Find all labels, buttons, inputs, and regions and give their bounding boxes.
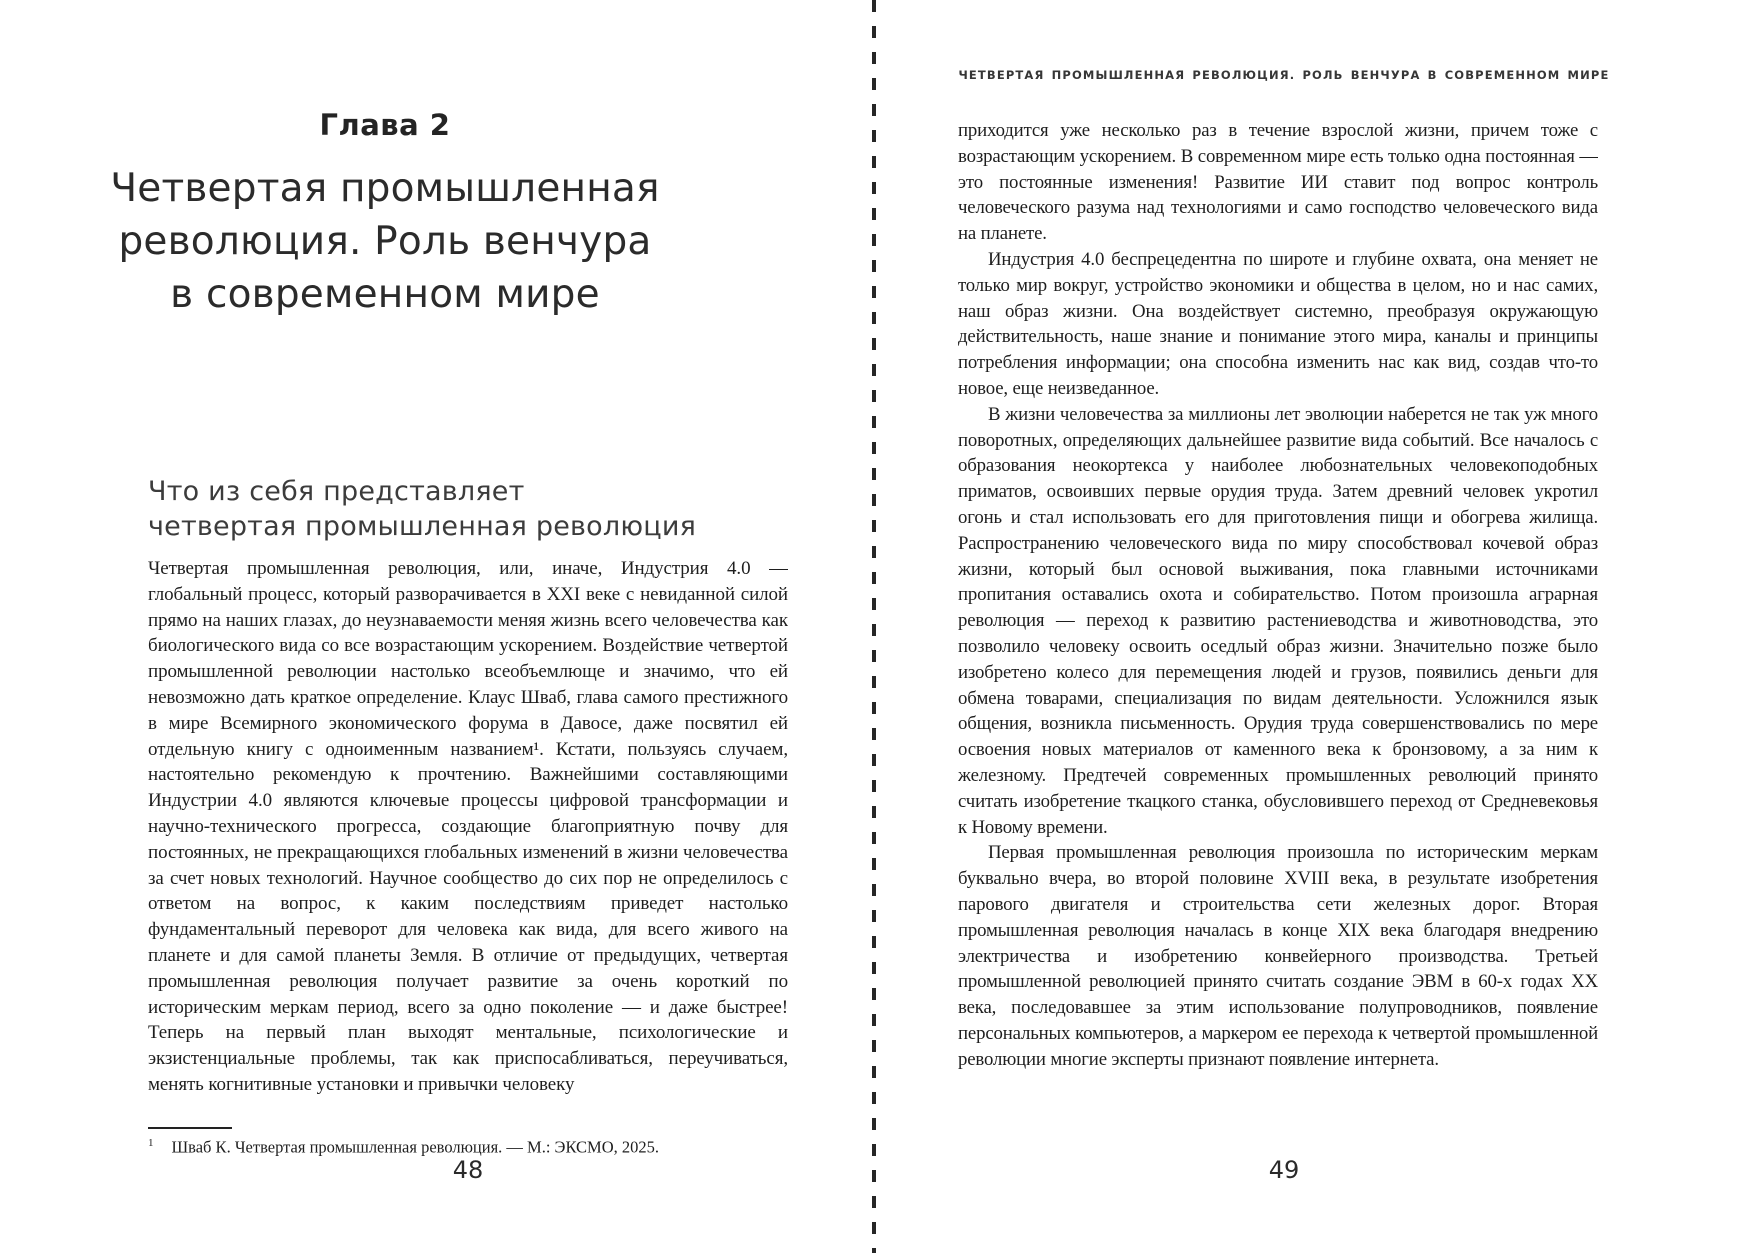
body-paragraph: Индустрия 4.0 беспрецедентна по широте и глубине охвата, она меняет не только мир вокруг, устройство экономики и общества в целом, но и нас самих, наш образ жизни. Она воздействует системно, преобразуя окружающую действительность, наше знание и понимание этого мира, каналы и принципы потребления информации; она способна изменить нас как вид, создав что-то новое, еще неизведанное. — [958, 248, 1598, 399]
body-paragraph: приходится уже несколько раз в течение взрослой жизни, причем тоже с возрастающим ускорением. В современном мире есть только одна постоянная — это постоянные изменения! Развитие ИИ ставит под вопрос контроль человеческого разума над технологиями и само господство человеческого вида на планете. — [958, 120, 1598, 245]
chapter-title-line-1: Четвертая промышленная — [110, 166, 660, 211]
running-header: ЧЕТВЕРТАЯ ПРОМЫШЛЕННАЯ РЕВОЛЮЦИЯ. РОЛЬ ВЕНЧУРА В СОВРЕМЕННОМ МИРЕ — [958, 68, 1610, 82]
page-number-right: 49 — [1268, 1156, 1300, 1184]
footnote-rule — [148, 1127, 232, 1129]
body-paragraph: Четвертая промышленная революция, или, иначе, Индустрия 4.0 — глобальный процесс, который разворачивается в XXI веке с невиданной силой прямо на наших глазах, до неузнаваемости меняя жизнь всего человечества как биологического вида со все возрастающим ускорением. Воздействие четвертой промышленной революции настолько всеобъемлюще и значимо, что ей невозможно дать краткое определение. Клаус Шваб, глава самого престижного в мире Всемирного экономического форума в Давосе, даже посвятил ей отдельную книгу с одноименным названием¹. Кстати, пользуясь случаем, настоятельно рекомендую к прочтению. Важнейшими составляющими Индустрии 4.0 являются ключевые процессы цифровой трансформации и научно-технического прогресса, создающие благоприятную почву для постоянных, не прекращающихся глобальных изменений в жизни человечества за счет новых технологий. Научное сообщество до сих пор не определилось с ответом на вопрос, к каким последствиям приведет настолько фундаментальный переворот для человека как вида, для всего живого на планете и для самой планеты Земля. В отличие от предыдущих, четвертая промышленная революция получает развитие за очень короткий по историческим меркам период, всего за одно поколение — и даже быстрее! Теперь на первый план выходят ментальные, психологические и экзистенциальные проблемы, так как приспосабливаться, переучиваться, менять когнитивные установки и привычки человеку — [148, 558, 788, 1095]
section-heading-line-2: четвертая промышленная революция — [148, 511, 697, 542]
footnote — [148, 1133, 788, 1158]
book-page-right — [958, 0, 1610, 1253]
right-page-body — [958, 118, 1598, 1072]
page-divider-dashed-line — [872, 0, 876, 1253]
section-heading — [148, 474, 788, 544]
footnote-text: Шваб К. Четвертая промышленная революция. — М.: ЭКСМО, 2025. — [171, 1137, 660, 1157]
footnote-marker: 1 — [148, 1137, 154, 1149]
chapter-title-line-2: революция. Роль венчура — [118, 219, 652, 264]
left-page-body — [148, 556, 788, 1098]
book-page-left — [110, 0, 788, 1253]
body-paragraph: Первая промышленная революция произошла по историческим меркам буквально вчера, во второй половине XVIII века, в результате изобретения парового двигателя и строительства сети железных дорог. Вторая промышленная революция началась в конце XIX века благодаря внедрению электричества и изобретению конвейерного производства. Третьей промышленной революцией принято считать создание ЭВМ в 60-х годах XX века, последовавшее за этим использование полупроводников, появление персональных компьютеров, а маркером ее перехода к четвертой промышленной революции многие эксперты признают появление интернета. — [958, 842, 1598, 1070]
body-paragraph: В жизни человечества за миллионы лет эволюции наберется не так уж много поворотных, определяющих дальнейшее развитие вида событий. Все началось с образования неокортекса у наиболее любознательных человекоподобных приматов, освоивших первые орудия труда. Затем древний человек укротил огонь и стал использовать его для приготовления пищи и обогрева жилища. Распространению человеческого вида по миру способствовал кочевой образ жизни, который был основой выживания, пока главными источниками пропитания оставались охота и собирательство. Потом произошла аграрная революция — переход к развитию растениеводства и животноводства, это позволило человеку освоить оседлый образ жизни. Значительно позже было изобретено колесо для перемещения людей и грузов, появились деньги для обмена товарами, специализация по видам деятельности. Усложнился язык общения, возникла письменность. Орудия труда совершенствовались по мере освоения новых материалов от каменного века к бронзовому, а за ним к железному. Предтечей современных промышленных революций принято считать изобретение ткацкого станка, обусловившего переход от Средневековья к Новому времени. — [958, 403, 1598, 838]
page-number-left: 48 — [452, 1156, 484, 1184]
section-heading-line-1: Что из себя представляет — [148, 476, 525, 507]
chapter-title — [60, 162, 710, 321]
chapter-title-line-3: в современном мире — [170, 272, 600, 317]
chapter-label: Глава 2 — [319, 108, 451, 142]
